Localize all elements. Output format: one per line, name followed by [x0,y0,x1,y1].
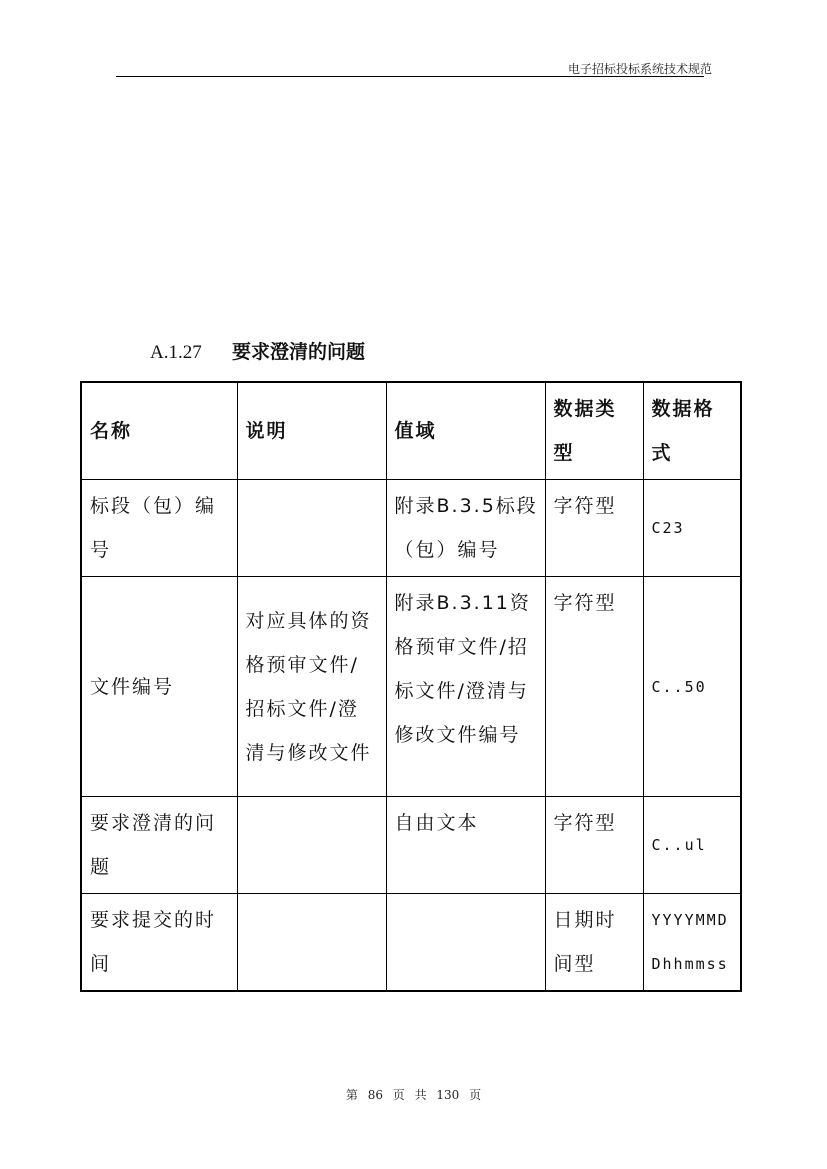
cell-description [237,797,386,894]
header-description: 说明 [237,382,386,480]
cell-description: 对应具体的资格预审文件/招标文件/澄清与修改文件 [237,577,386,797]
cell-name: 文件编号 [81,577,237,797]
header-domain: 值域 [386,382,545,480]
table-header-row [81,382,741,480]
section-title: 要求澄清的问题 [232,341,366,363]
cell-data-format: C..50 [643,577,741,797]
header-data-type: 数据类型 [545,382,643,480]
cell-data-format: YYYYMMDDhhmmss [643,894,741,992]
table-row [81,577,741,797]
cell-data-type: 日期时间型 [545,894,643,992]
header-data-format: 数据格式 [643,382,741,480]
cell-name: 要求澄清的问题 [81,797,237,894]
page-footer: 第 86 页 共 130 页 [345,1088,482,1102]
table-row [81,797,741,894]
cell-data-format: C..ul [643,797,741,894]
cell-domain: 附录B.3.5标段（包）编号 [386,480,545,577]
table-row [81,480,741,577]
data-element-table [80,381,742,992]
section-heading [150,337,365,364]
cell-name: 要求提交的时间 [81,894,237,992]
header-name: 名称 [81,382,237,480]
cell-data-format: C23 [643,480,741,577]
running-header: 电子招标投标系统技术规范 [567,62,712,76]
table-row [81,894,741,992]
cell-domain: 自由文本 [386,797,545,894]
header-rule [116,76,704,77]
cell-name: 标段（包）编号 [81,480,237,577]
cell-data-type: 字符型 [545,797,643,894]
section-number: A.1.27 [150,342,202,363]
cell-description [237,894,386,992]
cell-data-type: 字符型 [545,480,643,577]
cell-domain: 附录B.3.11资格预审文件/招标文件/澄清与修改文件编号 [386,577,545,797]
cell-domain [386,894,545,992]
cell-data-type: 字符型 [545,577,643,797]
cell-description [237,480,386,577]
